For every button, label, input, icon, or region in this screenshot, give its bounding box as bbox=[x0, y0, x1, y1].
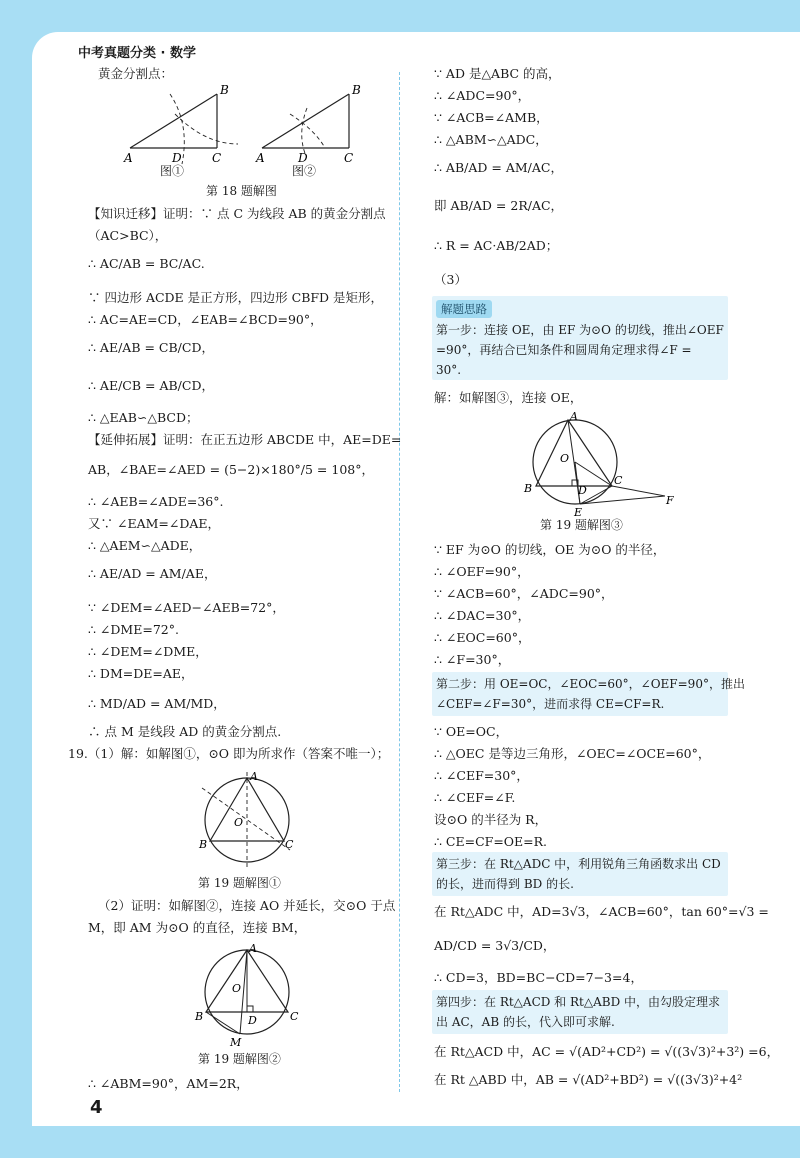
svg-text:C: C bbox=[344, 151, 354, 165]
text-line: 又∵ ∠EAM=∠DAE， bbox=[88, 516, 221, 531]
step3-line: 的长，进而得到 BD 的长. bbox=[436, 877, 574, 891]
svg-text:A: A bbox=[570, 410, 578, 423]
text-line: ∴ MD/AD = AM/MD， bbox=[88, 696, 226, 711]
svg-text:O: O bbox=[560, 452, 570, 465]
text-line: 在 Rt△ACD 中，AC = √(AD²+CD²) = √((3√3)²+3²) =6， bbox=[434, 1044, 780, 1059]
text-line: ∴ ∠EOC=60°， bbox=[434, 630, 531, 645]
svg-text:C: C bbox=[290, 1010, 299, 1023]
text-line: ∴ ∠DEM=∠DME， bbox=[88, 644, 208, 659]
page-number: 4 bbox=[90, 1097, 103, 1118]
fig19-1-diagram bbox=[192, 768, 302, 874]
step3-line: 第三步：在 Rt△ADC 中，利用锐角三角函数求出 CD bbox=[436, 857, 721, 871]
text-line: ∵ OE=OC， bbox=[434, 724, 509, 739]
text-line: ∴ ∠ADC=90°， bbox=[434, 88, 531, 103]
text-line: ∵ ∠ACB=60°，∠ADC=90°， bbox=[434, 586, 614, 601]
text-line: 在 Rt △ABD 中，AB = √(AD²+BD²) = √((3√3)²+4² bbox=[434, 1072, 743, 1087]
svg-text:B: B bbox=[352, 83, 361, 97]
text-line: （2）证明：如解图②，连接 AO 并延长，交⊙O 于点 bbox=[98, 898, 396, 913]
fig-caption-2: 图② bbox=[292, 164, 317, 178]
svg-text:B: B bbox=[220, 83, 229, 97]
fig19-2-diagram bbox=[192, 940, 302, 1050]
step2-line: ∠CEF=∠F=30°，进而求得 CE=CF=R. bbox=[436, 697, 665, 711]
text-line: ∴ △EAB∽△BCD； bbox=[88, 410, 199, 425]
step4-line: 出 AC，AB 的长，代入即可求解. bbox=[436, 1015, 615, 1029]
text-line: ∵ ∠ACB=∠AMB， bbox=[434, 110, 549, 125]
text-line: 设⊙O 的半径为 R， bbox=[434, 812, 548, 827]
text-line: ∴ DM=DE=AE， bbox=[88, 666, 194, 681]
text-line: ∵ 四边形 ACDE 是正方形，四边形 CBFD 是矩形， bbox=[88, 290, 384, 305]
svg-text:C: C bbox=[212, 151, 222, 165]
column-divider bbox=[399, 72, 400, 1092]
text-line: M，即 AM 为⊙O 的直径，连接 BM， bbox=[88, 920, 307, 935]
text-line: ∴ ∠DAC=30°， bbox=[434, 608, 531, 623]
page-header: 中考真题分类 · 数学 bbox=[78, 46, 196, 61]
svg-text:O: O bbox=[234, 816, 244, 829]
text-line: AB，∠BAE=∠AED = (5−2)×180°/5 = 108°， bbox=[88, 462, 374, 477]
text-line: ∴ AE/AD = AM/AE， bbox=[88, 566, 217, 581]
svg-text:A: A bbox=[250, 770, 258, 783]
text-line: 即 AB/AD = 2R/AC， bbox=[434, 198, 564, 213]
text-line: ∴ CE=CF=OE=R. bbox=[434, 834, 548, 849]
step1-line: 第一步：连接 OE，由 EF 为⊙O 的切线，推出∠OEF bbox=[436, 323, 724, 337]
svg-text:D: D bbox=[298, 151, 308, 165]
step1-line: 30°. bbox=[436, 363, 462, 377]
svg-text:M: M bbox=[230, 1036, 242, 1049]
svg-text:D: D bbox=[248, 1014, 257, 1027]
text-line: ∴ ∠DME=72°. bbox=[88, 622, 179, 637]
page bbox=[32, 32, 800, 1126]
text-line: ∴ ∠CEF=30°， bbox=[434, 768, 529, 783]
fig19-3-diagram bbox=[520, 410, 680, 519]
text-line: ∴ ∠AEB=∠ADE=36°. bbox=[88, 494, 224, 509]
svg-text:O: O bbox=[232, 982, 242, 995]
svg-text:A: A bbox=[249, 942, 257, 955]
hint-title: 解题思路 bbox=[436, 300, 492, 318]
fig19-2-caption: 第 19 题解图② bbox=[198, 1052, 281, 1066]
text-line: 【延伸拓展】证明：在正五边形 ABCDE 中，AE=DE= bbox=[88, 432, 402, 447]
svg-text:E: E bbox=[574, 506, 583, 519]
fig19-1-caption: 第 19 题解图① bbox=[198, 876, 281, 890]
text-line: ∴ AB/AD = AM/AC， bbox=[434, 160, 563, 175]
fig18-diagram bbox=[120, 83, 361, 170]
step4-line: 第四步：在 Rt△ACD 和 Rt△ABD 中，由勾股定理求 bbox=[436, 995, 721, 1009]
text-line: ∴ CD=3，BD=BC−CD=7−3=4， bbox=[434, 970, 643, 985]
text-line: ∴ AE/AB = CB/CD， bbox=[88, 340, 214, 355]
text-line: 在 Rt△ADC 中，AD=3√3，∠ACB=60°，tan 60°=√3 = bbox=[434, 904, 769, 919]
text-line: ∴ AC=AE=CD，∠EAB=∠BCD=90°， bbox=[88, 312, 323, 327]
text-line: ∴ △OEC 是等边三角形，∠OEC=∠OCE=60°， bbox=[434, 746, 711, 761]
svg-text:F: F bbox=[666, 494, 674, 507]
text-line: （AC>BC）， bbox=[88, 228, 168, 243]
svg-text:D: D bbox=[578, 484, 587, 497]
svg-text:B: B bbox=[195, 1010, 204, 1023]
svg-text:D: D bbox=[172, 151, 182, 165]
text-line: ∴ AE/CB = AB/CD， bbox=[88, 378, 214, 393]
text-line: ∴ 点 M 是线段 AD 的黄金分割点. bbox=[88, 724, 282, 739]
text-line: 【知识迁移】证明：∵ 点 C 为线段 AB 的黄金分割点 bbox=[88, 206, 386, 221]
step2-line: 第二步：用 OE=OC，∠EOC=60°，∠OEF=90°，推出 bbox=[436, 677, 745, 691]
svg-text:A: A bbox=[256, 151, 265, 165]
text-line: 解：如解图③，连接 OE， bbox=[434, 390, 583, 405]
fig19-3-caption: 第 19 题解图③ bbox=[540, 518, 623, 532]
text-line: AD/CD = 3√3/CD， bbox=[434, 938, 556, 953]
text-line: ∵ EF 为⊙O 的切线，OE 为⊙O 的半径， bbox=[434, 542, 666, 557]
text-line: ∴ AC/AB = BC/AC. bbox=[88, 256, 205, 271]
svg-text:A: A bbox=[124, 151, 133, 165]
text-line: ∵ ∠DEM=∠AED−∠AEB=72°， bbox=[88, 600, 285, 615]
fig18-caption: 第 18 题解图 bbox=[206, 184, 277, 198]
svg-text:C: C bbox=[285, 838, 294, 851]
text-line: ∵ AD 是△ABC 的高， bbox=[434, 66, 561, 81]
question-19-line: 19.（1）解：如解图①，⊙O 即为所求作（答案不唯一）； bbox=[68, 746, 390, 761]
text-line: ∴ ∠CEF=∠F. bbox=[434, 790, 516, 805]
text-line: ∴ ∠F=30°， bbox=[434, 652, 511, 667]
step1-line: =90°，再结合已知条件和圆周角定理求得∠F = bbox=[436, 343, 692, 357]
text-line: ∴ ∠OEF=90°， bbox=[434, 564, 530, 579]
text-line: ∴ ∠ABM=90°，AM=2R， bbox=[88, 1076, 249, 1091]
text-line: ∴ R = AC·AB/2AD； bbox=[434, 238, 559, 253]
svg-text:C: C bbox=[614, 474, 623, 487]
text-line: 黄金分割点： bbox=[98, 66, 174, 81]
svg-text:B: B bbox=[199, 838, 208, 851]
text-line: （3） bbox=[434, 272, 467, 287]
svg-text:B: B bbox=[524, 482, 533, 495]
text-line: ∴ △AEM∽△ADE， bbox=[88, 538, 202, 553]
fig-caption-1: 图① bbox=[160, 164, 185, 178]
text-line: ∴ △ABM∽△ADC， bbox=[434, 132, 548, 147]
